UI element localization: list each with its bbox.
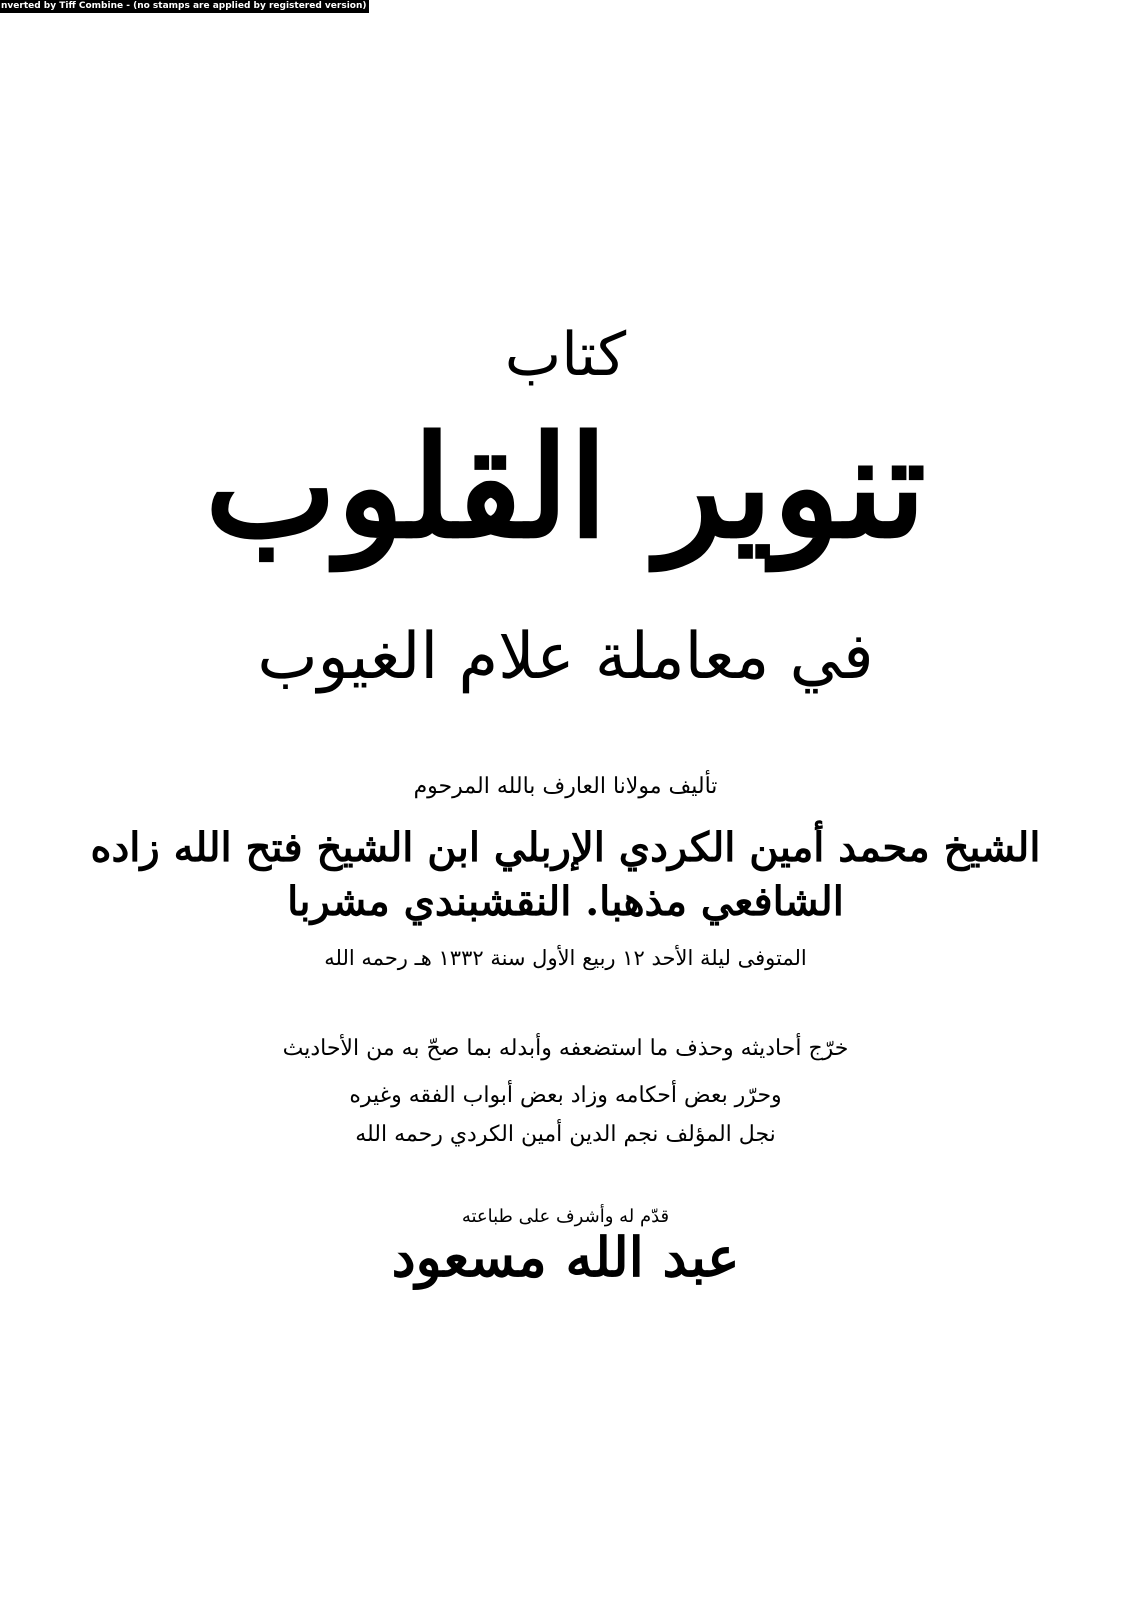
editor-name: عبد الله مسعود: [391, 1225, 740, 1289]
book-title: تنوير القلوب: [204, 406, 927, 570]
converter-banner: nverted by Tiff Combine - (no stamps are applied by registered version): [0, 0, 369, 13]
edition-note-line-3: نجل المؤلف نجم الدين أمين الكردي رحمه الله: [355, 1122, 776, 1147]
author-death-date: المتوفى ليلة الأحد ١٢ ربيع الأول سنة ١٣٣٢ هـ رحمه الله: [324, 946, 807, 970]
book-subtitle: في معاملة علام الغيوب: [257, 620, 874, 694]
edition-note-line-2: وحرّر بعض أحكامه وزاد بعض أبواب الفقه وغيره: [349, 1083, 782, 1108]
author-intro: تأليف مولانا العارف بالله المرحوم: [413, 774, 718, 799]
book-word: كتاب: [504, 320, 627, 390]
editor-label: قدّم له وأشرف على طباعته: [461, 1206, 670, 1227]
edition-note-line-1: خرّج أحاديثه وحذف ما استضعفه وأبدله بما صحّ به من الأحاديث: [282, 1036, 849, 1061]
author-affiliation: الشافعي مذهبا. النقشبندي مشربا: [287, 878, 844, 925]
author-name: الشيخ محمد أمين الكردي الإربلي ابن الشيخ فتح الله زاده: [90, 824, 1041, 871]
